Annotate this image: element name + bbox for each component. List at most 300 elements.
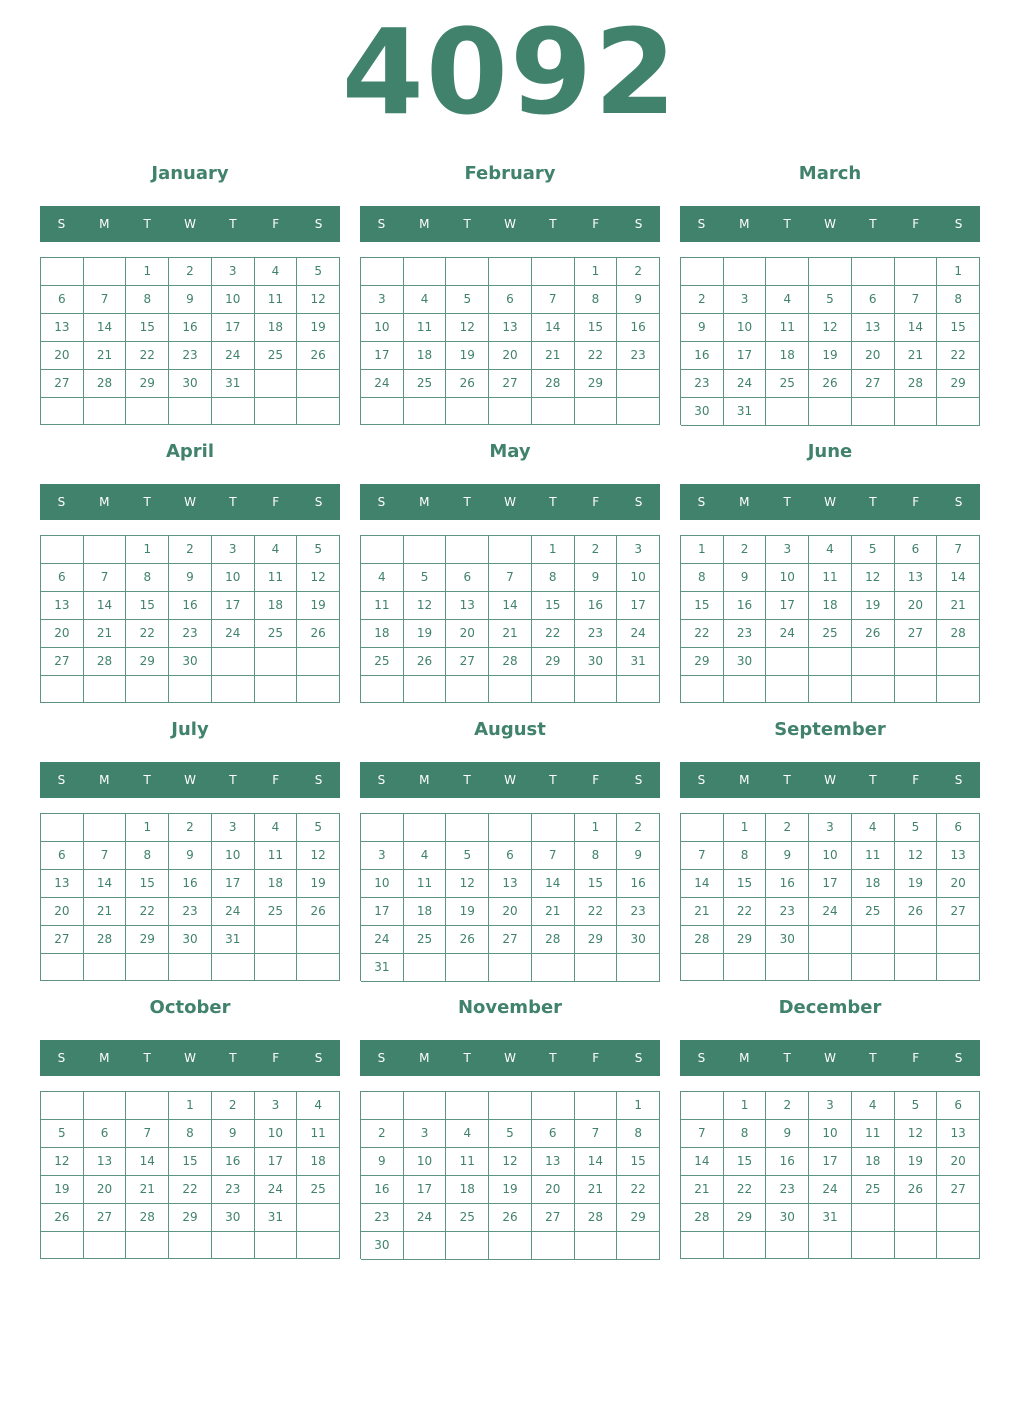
- empty-cell: [297, 648, 340, 676]
- day-cell: 20: [895, 592, 938, 620]
- weekday-label: S: [634, 773, 643, 787]
- day-cell: 18: [255, 592, 298, 620]
- weekday-label: M: [739, 773, 750, 787]
- day-cell: 12: [852, 564, 895, 592]
- empty-cell: [937, 1204, 980, 1232]
- day-cell: 24: [617, 620, 660, 648]
- weekday-header: [40, 762, 340, 798]
- weekday-label: T: [143, 217, 151, 231]
- day-cell: 21: [126, 1176, 169, 1204]
- day-cell: 2: [766, 1092, 809, 1120]
- day-grid: [360, 535, 660, 703]
- day-grid: [40, 1091, 340, 1259]
- day-cell: 8: [532, 564, 575, 592]
- empty-cell: [724, 954, 767, 981]
- day-cell: 22: [575, 342, 618, 370]
- day-cell: 29: [681, 648, 724, 676]
- day-cell: 16: [575, 592, 618, 620]
- month-name: August: [474, 719, 546, 740]
- day-cell: 24: [212, 620, 255, 648]
- empty-cell: [489, 1232, 532, 1260]
- day-cell: 24: [724, 370, 767, 398]
- day-cell: 2: [617, 814, 660, 842]
- weekday-label: S: [634, 217, 643, 231]
- day-cell: 12: [489, 1148, 532, 1176]
- empty-cell: [617, 954, 660, 982]
- day-cell: 1: [575, 814, 618, 842]
- day-cell: 22: [532, 620, 575, 648]
- empty-cell: [766, 258, 809, 286]
- weekday-label: S: [377, 1051, 386, 1065]
- day-cell: 2: [212, 1092, 255, 1120]
- empty-cell: [809, 676, 852, 703]
- empty-cell: [766, 676, 809, 703]
- day-cell: 20: [489, 342, 532, 370]
- day-cell: 23: [681, 370, 724, 398]
- day-cell: 11: [809, 564, 852, 592]
- day-cell: 31: [809, 1204, 852, 1232]
- day-cell: 1: [575, 258, 618, 286]
- weekday-label: S: [954, 495, 963, 509]
- day-cell: 11: [852, 842, 895, 870]
- day-cell: 29: [532, 648, 575, 676]
- day-cell: 12: [297, 842, 340, 870]
- day-cell: 15: [575, 314, 618, 342]
- day-cell: 13: [41, 870, 84, 898]
- day-cell: 31: [361, 954, 404, 982]
- weekday-label: M: [739, 217, 750, 231]
- day-cell: 27: [41, 648, 84, 676]
- day-cell: 29: [126, 926, 169, 954]
- weekday-header: [680, 206, 980, 242]
- day-cell: 29: [937, 370, 980, 398]
- day-cell: 8: [575, 842, 618, 870]
- empty-cell: [255, 370, 298, 398]
- day-cell: 10: [212, 286, 255, 314]
- weekday-label: S: [697, 773, 706, 787]
- empty-cell: [446, 814, 489, 842]
- day-grid: [680, 1091, 980, 1259]
- day-cell: 30: [361, 1232, 404, 1260]
- day-cell: 22: [937, 342, 980, 370]
- day-cell: 24: [255, 1176, 298, 1204]
- day-cell: 17: [809, 1148, 852, 1176]
- day-cell: 25: [297, 1176, 340, 1204]
- day-cell: 14: [575, 1148, 618, 1176]
- day-cell: 31: [212, 926, 255, 954]
- day-cell: 8: [575, 286, 618, 314]
- empty-cell: [895, 398, 938, 426]
- weekday-header: [680, 484, 980, 520]
- weekday-label: T: [463, 1051, 471, 1065]
- empty-cell: [489, 536, 532, 564]
- empty-cell: [361, 258, 404, 286]
- day-cell: 18: [297, 1148, 340, 1176]
- day-cell: 24: [212, 342, 255, 370]
- weekday-header: [360, 206, 660, 242]
- day-cell: 30: [681, 398, 724, 426]
- day-cell: 11: [361, 592, 404, 620]
- weekday-label: T: [549, 217, 557, 231]
- empty-cell: [895, 648, 938, 676]
- day-cell: 7: [84, 564, 127, 592]
- day-cell: 30: [169, 648, 212, 676]
- day-cell: 5: [297, 258, 340, 286]
- month-july: [40, 716, 340, 986]
- day-cell: 8: [169, 1120, 212, 1148]
- day-cell: 9: [724, 564, 767, 592]
- day-cell: 28: [532, 370, 575, 398]
- empty-cell: [681, 258, 724, 286]
- month-name: December: [778, 997, 882, 1018]
- day-cell: 20: [446, 620, 489, 648]
- day-cell: 20: [532, 1176, 575, 1204]
- month-name: July: [171, 719, 209, 740]
- day-cell: 7: [532, 842, 575, 870]
- day-cell: 4: [255, 814, 298, 842]
- day-cell: 23: [617, 342, 660, 370]
- month-name: May: [489, 441, 531, 462]
- empty-cell: [404, 814, 447, 842]
- empty-cell: [937, 398, 980, 426]
- day-cell: 8: [681, 564, 724, 592]
- day-cell: 10: [724, 314, 767, 342]
- day-cell: 20: [937, 870, 980, 898]
- weekday-label: T: [549, 495, 557, 509]
- weekday-label: F: [912, 495, 920, 509]
- day-cell: 13: [84, 1148, 127, 1176]
- weekday-label: S: [314, 495, 323, 509]
- day-grid: [680, 535, 980, 703]
- day-cell: 4: [852, 1092, 895, 1120]
- day-cell: 19: [852, 592, 895, 620]
- day-cell: 5: [852, 536, 895, 564]
- day-cell: 1: [617, 1092, 660, 1120]
- day-cell: 31: [255, 1204, 298, 1232]
- day-grid: [360, 257, 660, 425]
- weekday-label: M: [739, 1051, 750, 1065]
- empty-cell: [361, 814, 404, 842]
- weekday-label: T: [143, 495, 151, 509]
- day-cell: 28: [575, 1204, 618, 1232]
- day-cell: 15: [126, 592, 169, 620]
- day-cell: 1: [681, 536, 724, 564]
- weekday-label: S: [697, 217, 706, 231]
- month-december: [680, 994, 980, 1264]
- weekday-label: T: [869, 217, 877, 231]
- weekday-label: S: [57, 495, 66, 509]
- weekday-label: W: [824, 1051, 836, 1065]
- day-cell: 17: [212, 870, 255, 898]
- day-cell: 14: [895, 314, 938, 342]
- empty-cell: [489, 814, 532, 842]
- day-cell: 8: [724, 1120, 767, 1148]
- weekday-header: [40, 1040, 340, 1076]
- day-cell: 24: [404, 1204, 447, 1232]
- weekday-header: [360, 762, 660, 798]
- empty-cell: [41, 398, 84, 425]
- empty-cell: [41, 676, 84, 703]
- empty-cell: [575, 1232, 618, 1260]
- empty-cell: [404, 954, 447, 982]
- empty-cell: [212, 676, 255, 703]
- weekday-header: [40, 484, 340, 520]
- month-march: [680, 160, 980, 430]
- day-cell: 23: [617, 898, 660, 926]
- day-cell: 1: [937, 258, 980, 286]
- weekday-label: F: [592, 495, 600, 509]
- day-cell: 2: [169, 814, 212, 842]
- weekday-label: F: [272, 1051, 280, 1065]
- day-cell: 6: [41, 286, 84, 314]
- weekday-label: T: [869, 1051, 877, 1065]
- day-cell: 18: [255, 314, 298, 342]
- day-cell: 13: [446, 592, 489, 620]
- day-cell: 27: [41, 926, 84, 954]
- empty-cell: [212, 1232, 255, 1259]
- empty-cell: [766, 1232, 809, 1259]
- empty-cell: [361, 398, 404, 425]
- empty-cell: [446, 1092, 489, 1120]
- day-cell: 26: [404, 648, 447, 676]
- day-cell: 11: [404, 314, 447, 342]
- day-cell: 9: [169, 286, 212, 314]
- day-cell: 27: [489, 926, 532, 954]
- weekday-label: W: [184, 495, 196, 509]
- empty-cell: [169, 398, 212, 425]
- day-cell: 4: [297, 1092, 340, 1120]
- day-cell: 3: [766, 536, 809, 564]
- day-cell: 9: [766, 1120, 809, 1148]
- day-cell: 27: [84, 1204, 127, 1232]
- weekday-label: F: [592, 773, 600, 787]
- weekday-label: T: [229, 217, 237, 231]
- day-cell: 18: [852, 1148, 895, 1176]
- day-cell: 7: [84, 286, 127, 314]
- empty-cell: [404, 1232, 447, 1260]
- month-name: January: [151, 163, 229, 184]
- day-cell: 7: [126, 1120, 169, 1148]
- day-cell: 13: [532, 1148, 575, 1176]
- day-cell: 13: [41, 592, 84, 620]
- empty-cell: [724, 676, 767, 703]
- day-cell: 24: [361, 370, 404, 398]
- weekday-header: [680, 762, 980, 798]
- day-cell: 26: [895, 1176, 938, 1204]
- day-cell: 20: [852, 342, 895, 370]
- weekday-label: M: [99, 495, 110, 509]
- day-cell: 17: [212, 314, 255, 342]
- empty-cell: [255, 676, 298, 703]
- day-cell: 30: [766, 926, 809, 954]
- month-name: June: [807, 441, 853, 462]
- empty-cell: [41, 814, 84, 842]
- empty-cell: [532, 814, 575, 842]
- day-cell: 1: [169, 1092, 212, 1120]
- weekday-label: T: [229, 773, 237, 787]
- weekday-label: M: [99, 773, 110, 787]
- day-cell: 25: [255, 342, 298, 370]
- empty-cell: [297, 954, 340, 981]
- day-cell: 18: [766, 342, 809, 370]
- weekday-label: F: [912, 1051, 920, 1065]
- weekday-label: T: [463, 773, 471, 787]
- weekday-label: S: [57, 1051, 66, 1065]
- empty-cell: [297, 370, 340, 398]
- empty-cell: [361, 1092, 404, 1120]
- day-cell: 29: [724, 1204, 767, 1232]
- empty-cell: [212, 648, 255, 676]
- weekday-label: S: [697, 1051, 706, 1065]
- day-cell: 19: [446, 342, 489, 370]
- weekday-label: W: [824, 773, 836, 787]
- weekday-label: T: [229, 495, 237, 509]
- weekday-label: M: [419, 773, 430, 787]
- day-cell: 25: [255, 898, 298, 926]
- day-cell: 18: [809, 592, 852, 620]
- weekday-header: [40, 206, 340, 242]
- day-cell: 11: [852, 1120, 895, 1148]
- weekday-label: S: [377, 773, 386, 787]
- day-cell: 19: [446, 898, 489, 926]
- month-february: [360, 160, 660, 430]
- empty-cell: [617, 1232, 660, 1260]
- empty-cell: [937, 676, 980, 703]
- day-cell: 2: [681, 286, 724, 314]
- month-name: November: [457, 997, 563, 1018]
- day-cell: 16: [766, 870, 809, 898]
- empty-cell: [617, 676, 660, 703]
- day-cell: 27: [852, 370, 895, 398]
- day-cell: 23: [212, 1176, 255, 1204]
- empty-cell: [84, 1092, 127, 1120]
- weekday-label: T: [463, 217, 471, 231]
- empty-cell: [809, 258, 852, 286]
- empty-cell: [41, 258, 84, 286]
- day-cell: 27: [532, 1204, 575, 1232]
- day-cell: 5: [404, 564, 447, 592]
- empty-cell: [404, 398, 447, 425]
- day-cell: 25: [766, 370, 809, 398]
- day-cell: 26: [297, 620, 340, 648]
- empty-cell: [575, 676, 618, 703]
- day-cell: 10: [809, 842, 852, 870]
- day-cell: 28: [489, 648, 532, 676]
- day-cell: 23: [575, 620, 618, 648]
- day-cell: 6: [489, 286, 532, 314]
- weekday-label: M: [99, 217, 110, 231]
- day-cell: 5: [297, 536, 340, 564]
- day-cell: 12: [446, 314, 489, 342]
- day-cell: 12: [41, 1148, 84, 1176]
- day-cell: 12: [809, 314, 852, 342]
- weekday-label: F: [912, 773, 920, 787]
- empty-cell: [532, 954, 575, 982]
- month-name: April: [165, 441, 215, 462]
- empty-cell: [446, 258, 489, 286]
- day-cell: 6: [852, 286, 895, 314]
- day-cell: 7: [489, 564, 532, 592]
- day-cell: 9: [361, 1148, 404, 1176]
- day-cell: 8: [617, 1120, 660, 1148]
- day-cell: 28: [681, 1204, 724, 1232]
- day-cell: 7: [681, 842, 724, 870]
- weekday-label: F: [272, 773, 280, 787]
- day-cell: 13: [895, 564, 938, 592]
- weekday-label: S: [377, 217, 386, 231]
- day-cell: 22: [617, 1176, 660, 1204]
- day-grid: [40, 257, 340, 425]
- day-cell: 29: [126, 648, 169, 676]
- day-cell: 15: [126, 870, 169, 898]
- empty-cell: [809, 398, 852, 426]
- day-cell: 31: [724, 398, 767, 426]
- day-grid: [40, 813, 340, 981]
- day-cell: 19: [297, 870, 340, 898]
- empty-cell: [446, 954, 489, 982]
- day-cell: 13: [489, 870, 532, 898]
- empty-cell: [852, 926, 895, 954]
- day-cell: 3: [361, 286, 404, 314]
- day-cell: 10: [766, 564, 809, 592]
- day-cell: 30: [169, 370, 212, 398]
- day-cell: 28: [84, 926, 127, 954]
- day-cell: 11: [404, 870, 447, 898]
- day-cell: 2: [724, 536, 767, 564]
- day-cell: 11: [766, 314, 809, 342]
- day-cell: 30: [724, 648, 767, 676]
- day-cell: 22: [681, 620, 724, 648]
- weekday-label: S: [57, 773, 66, 787]
- day-cell: 17: [212, 592, 255, 620]
- empty-cell: [84, 1232, 127, 1259]
- day-cell: 7: [681, 1120, 724, 1148]
- empty-cell: [169, 954, 212, 981]
- empty-cell: [41, 536, 84, 564]
- day-cell: 13: [937, 842, 980, 870]
- day-cell: 3: [617, 536, 660, 564]
- empty-cell: [681, 814, 724, 842]
- weekday-label: S: [634, 495, 643, 509]
- empty-cell: [255, 954, 298, 981]
- day-cell: 22: [126, 342, 169, 370]
- weekday-label: S: [377, 495, 386, 509]
- weekday-label: T: [143, 1051, 151, 1065]
- day-cell: 15: [532, 592, 575, 620]
- day-cell: 7: [84, 842, 127, 870]
- weekday-label: F: [912, 217, 920, 231]
- day-cell: 26: [446, 926, 489, 954]
- weekday-label: F: [272, 217, 280, 231]
- day-cell: 30: [212, 1204, 255, 1232]
- day-cell: 28: [84, 648, 127, 676]
- day-cell: 4: [404, 842, 447, 870]
- day-cell: 23: [169, 342, 212, 370]
- day-cell: 12: [297, 564, 340, 592]
- weekday-label: T: [143, 773, 151, 787]
- day-cell: 26: [895, 898, 938, 926]
- day-cell: 2: [575, 536, 618, 564]
- empty-cell: [617, 370, 660, 398]
- day-cell: 30: [575, 648, 618, 676]
- day-cell: 17: [766, 592, 809, 620]
- day-cell: 2: [169, 536, 212, 564]
- month-name: March: [798, 163, 862, 184]
- day-cell: 13: [41, 314, 84, 342]
- empty-cell: [937, 1232, 980, 1259]
- day-cell: 30: [617, 926, 660, 954]
- day-cell: 1: [724, 1092, 767, 1120]
